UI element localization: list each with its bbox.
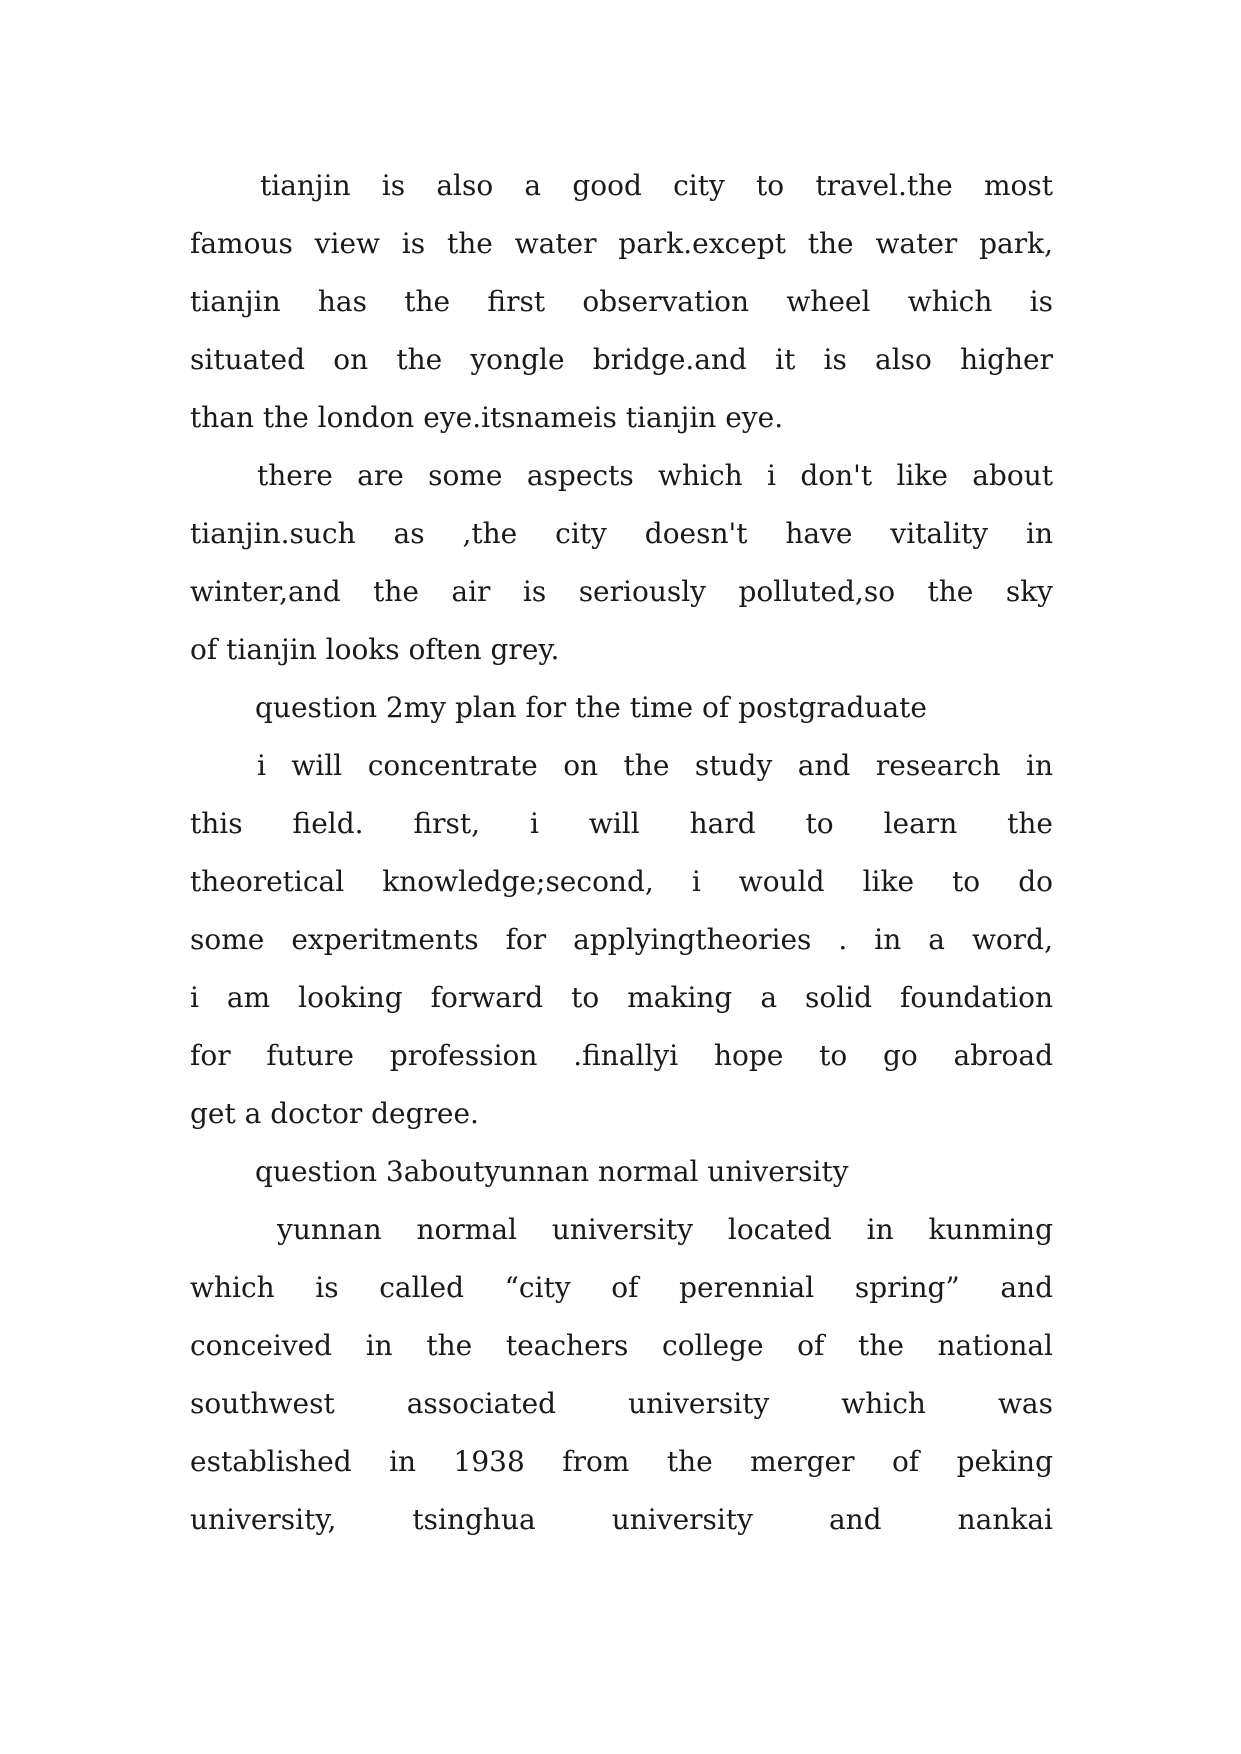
text-line: theoretical knowledge;second, i would like to do (190, 865, 1053, 898)
text-line: conceived in the teachers college of the national (190, 1329, 1053, 1362)
text-line: this field. first, i will hard to learn the (190, 807, 1053, 840)
section-heading: question 3aboutyunnan normal university (255, 1155, 849, 1188)
text-line: i will concentrate on the study and research in (257, 749, 1053, 782)
text-line: some experitments for applyingtheories . in a word, (190, 923, 1053, 956)
text-line: university, tsinghua university and nankai (190, 1503, 1053, 1536)
text-line: yunnan normal university located in kunming (277, 1213, 1053, 1246)
section-heading: question 2my plan for the time of postgraduate (255, 691, 927, 724)
text-line: i am looking forward to making a solid foundation (190, 981, 1053, 1014)
text-line: situated on the yongle bridge.and it is also higher (190, 343, 1053, 376)
text-line: winter,and the air is seriously polluted,so the sky (190, 575, 1053, 608)
text-line: tianjin.such as ,the city doesn't have vitality in (190, 517, 1053, 550)
text-line: southwest associated university which was (190, 1387, 1053, 1420)
text-line: tianjin is also a good city to travel.the most (260, 169, 1053, 202)
text-line: famous view is the water park.except the water park, (190, 227, 1053, 260)
text-line: get a doctor degree. (190, 1097, 479, 1130)
text-line: established in 1938 from the merger of peking (190, 1445, 1053, 1478)
text-line: of tianjin looks often grey. (190, 633, 560, 666)
text-line: tianjin has the first observation wheel which is (190, 285, 1053, 318)
text-line: there are some aspects which i don't like about (257, 459, 1053, 492)
text-line: for future profession .finallyi hope to go abroad (190, 1039, 1053, 1072)
text-line: than the london eye.itsnameis tianjin eye. (190, 401, 784, 434)
text-line: which is called “city of perennial spring” and (190, 1271, 1053, 1304)
